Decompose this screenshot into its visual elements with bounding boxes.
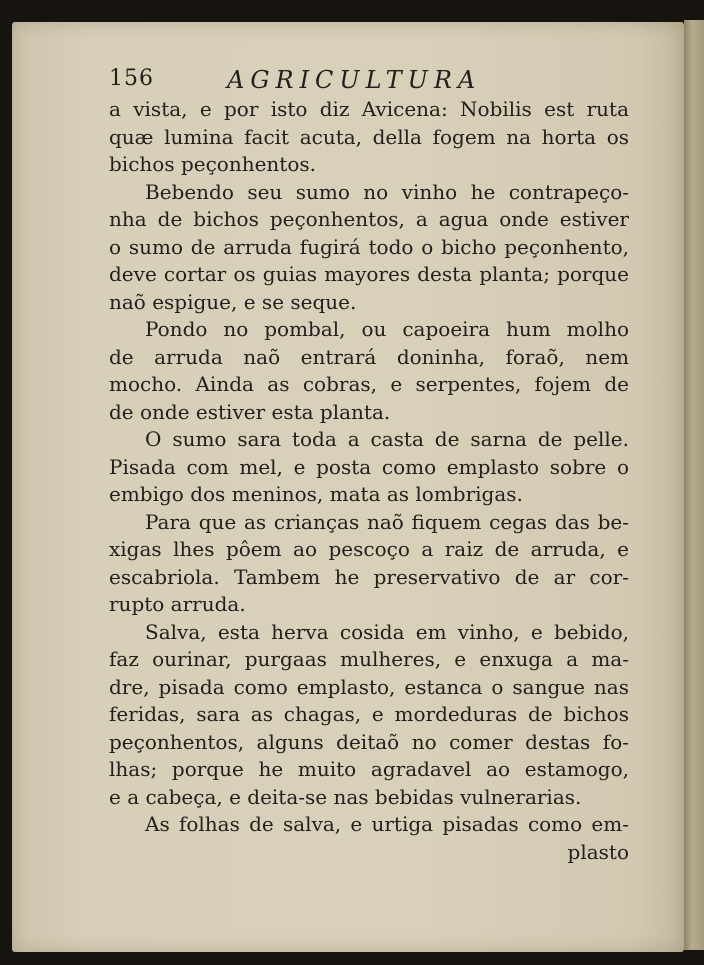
text-line: a vista, e por isto diz Avicena: Nobilis est ruta xyxy=(109,97,629,121)
paragraph-start: Bebendo seu sumo no vinho he contrapeço- xyxy=(145,179,629,204)
text-line: dre, pisada como emplasto, estanca o sangue nas xyxy=(109,674,629,699)
page-header xyxy=(109,66,629,96)
catchword: plasto xyxy=(567,839,629,864)
page-number: 156 xyxy=(109,66,154,91)
text-line: o sumo de arruda fugirá todo o bicho peçonhento, xyxy=(109,234,629,259)
text-line: e a cabeça, e deita-se nas bebidas vulnerarias. xyxy=(109,784,582,809)
text-line: lhas; porque he muito agradavel ao estamogo, xyxy=(109,757,629,781)
text-line: faz ourinar, purgaas mulheres, e enxuga a ma- xyxy=(109,647,629,671)
text-line: feridas, sara as chagas, e mordeduras de bichos xyxy=(109,702,629,726)
paragraph-start: Pondo no pombal, ou capoeira hum molho xyxy=(145,317,629,341)
running-head: AGRICULTURA xyxy=(227,66,482,94)
text-line: mocho. Ainda as cobras, e serpentes, fojem de xyxy=(109,372,629,396)
paragraph-start: As folhas de salva, e urtiga pisadas como em- xyxy=(145,812,629,836)
text-line: rupto arruda. xyxy=(109,592,246,616)
text-line: embigo dos meninos, mata as lombrigas. xyxy=(109,482,523,506)
text-line: Pisada com mel, e posta como emplasto sobre o xyxy=(109,454,629,479)
text-line: naõ espigue, e se seque. xyxy=(109,289,357,314)
facing-page-edge xyxy=(684,20,704,950)
text-line: quæ lumina facit acuta, della fogem na horta os xyxy=(109,124,629,149)
text-line: bichos peçonhentos. xyxy=(109,152,317,176)
text-line: xigas lhes pôem ao pescoço a raiz de arruda, e xyxy=(109,537,629,561)
text-line: deve cortar os guias mayores desta planta; porque xyxy=(109,262,629,286)
text-line: nha de bichos peçonhentos, a agua onde estiver xyxy=(109,207,629,231)
page-text xyxy=(109,66,629,866)
text-line: escabriola. Tambem he preservativo de ar cor- xyxy=(109,564,629,589)
paragraph-start: Salva, esta herva cosida em vinho, e bebido, xyxy=(145,619,629,644)
paragraph-start: O sumo sara toda a casta de sarna de pelle. xyxy=(145,427,629,451)
text-line: de onde estiver esta planta. xyxy=(109,399,391,424)
text-line: peçonhentos, alguns deitaõ no comer destas fo- xyxy=(109,729,629,754)
text-line: de arruda naõ entrará doninha, foraõ, nem xyxy=(109,344,629,369)
paragraph-start: Para que as crianças naõ fiquem cegas das be- xyxy=(145,509,629,534)
